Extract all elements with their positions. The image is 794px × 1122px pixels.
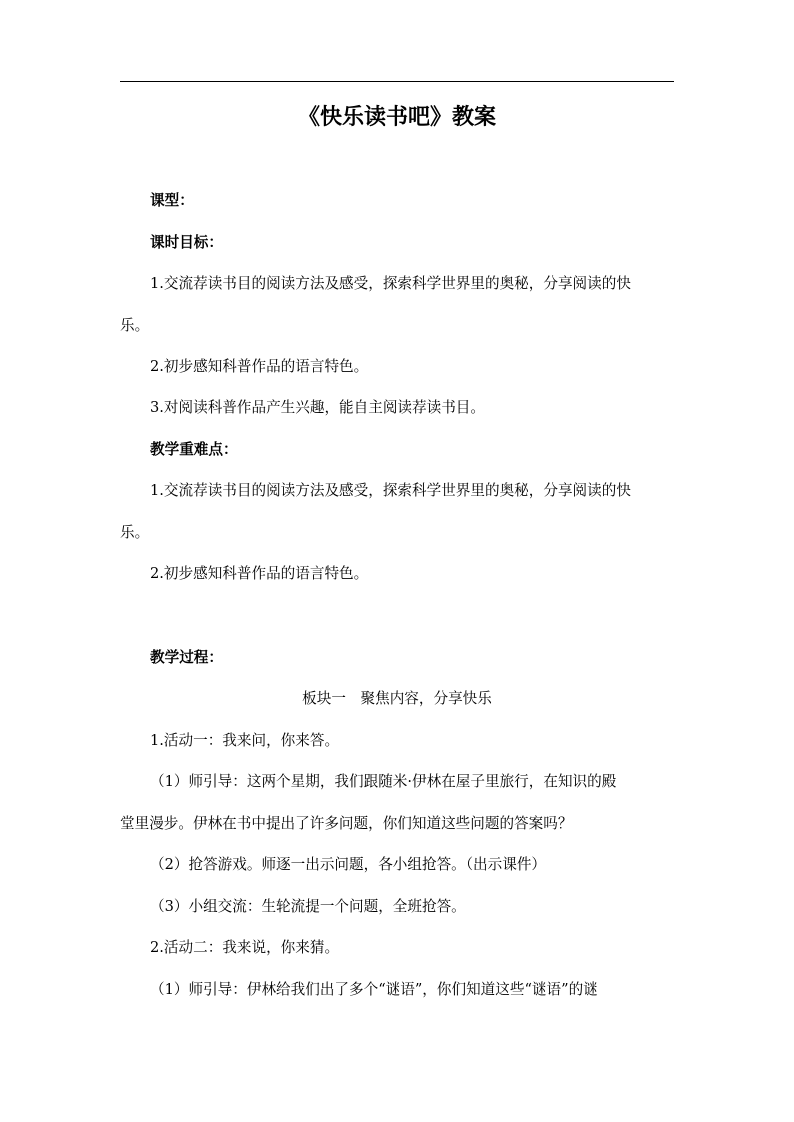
section-heading-lesson-type: 课型： bbox=[150, 192, 194, 209]
document-title: 《快乐读书吧》教案 bbox=[297, 105, 496, 130]
activity-1-step-1-continued: 堂里漫步。伊林在书中提出了许多问题，你们知道这些问题的答案吗？ bbox=[120, 815, 573, 832]
objective-item-1-continued: 乐。 bbox=[120, 317, 150, 334]
section-heading-process: 教学过程： bbox=[150, 649, 223, 666]
activity-1-step-1: （1）师引导：这两个星期，我们跟随米·伊林在屋子里旅行，在知识的殿 bbox=[150, 773, 617, 790]
objective-item-2: 2.初步感知科普作品的语言特色。 bbox=[150, 358, 369, 375]
key-point-item-2: 2.初步感知科普作品的语言特色。 bbox=[150, 565, 369, 582]
block-heading-1: 板块一 聚焦内容，分享快乐 bbox=[302, 690, 492, 707]
key-point-item-1-continued: 乐。 bbox=[120, 524, 150, 541]
activity-1-step-2: （2）抢答游戏。师逐一出示问题，各小组抢答。（出示课件） bbox=[150, 856, 547, 873]
section-heading-key-points: 教学重难点： bbox=[150, 441, 238, 458]
objective-item-1: 1.交流荐读书目的阅读方法及感受，探索科学世界里的奥秘，分享阅读的快 bbox=[150, 275, 631, 292]
key-point-item-1: 1.交流荐读书目的阅读方法及感受，探索科学世界里的奥秘，分享阅读的快 bbox=[150, 482, 631, 499]
activity-1-step-3: （3）小组交流：生轮流提一个问题，全班抢答。 bbox=[150, 898, 466, 915]
objective-item-3: 3.对阅读科普作品产生兴趣，能自主阅读荐读书目。 bbox=[150, 399, 485, 416]
activity-2-step-1: （1）师引导：伊林给我们出了多个“谜语”，你们知道这些“谜语”的谜 bbox=[150, 981, 598, 998]
activity-1-title: 1.活动一：我来问，你来答。 bbox=[150, 732, 340, 749]
header-rule bbox=[120, 81, 674, 82]
activity-2-title: 2.活动二：我来说，你来猜。 bbox=[150, 939, 340, 956]
section-heading-objectives: 课时目标： bbox=[150, 234, 223, 251]
